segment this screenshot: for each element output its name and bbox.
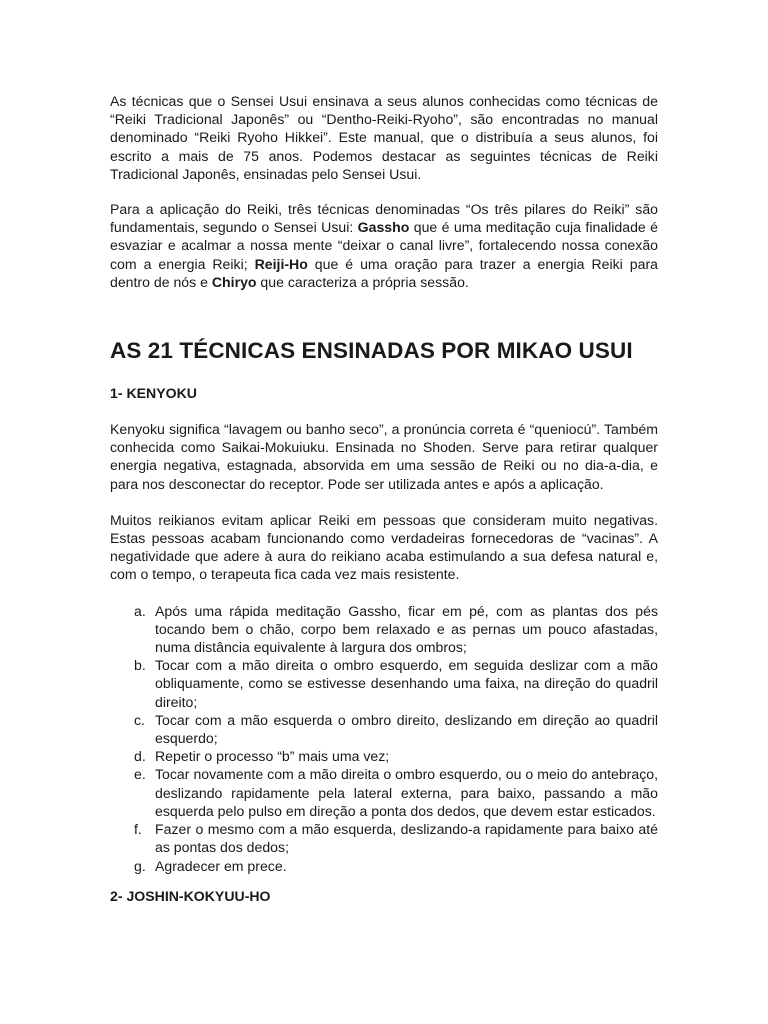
intro-p2-text-2: que é uma meditação cuja finalidade é esvaziar e acalmar a nossa mente “deixar o canal livre”, fortalecendo nossa conexão com a energia Reiki; xyxy=(110,219,658,272)
steps-list xyxy=(110,602,658,875)
list-item-text: Agradecer em prece. xyxy=(155,857,287,874)
list-marker: e. xyxy=(134,766,146,783)
list-marker: a. xyxy=(134,602,146,619)
list-marker: c. xyxy=(134,711,145,728)
list-item-text: Tocar com a mão esquerda o ombro direito, deslizando em direção ao quadril esquerdo; xyxy=(155,711,658,747)
term-gassho: Gassho xyxy=(357,219,410,236)
list-item xyxy=(110,747,658,765)
intro-p2-text-1: Para a aplicação do Reiki, três técnicas denominadas “Os três pilares do Reiki” são fundamentais, segundo o Sensei Usui: xyxy=(110,201,658,236)
list-item-text: Repetir o processo “b” mais uma vez; xyxy=(155,748,390,765)
list-item xyxy=(110,602,658,657)
list-marker: f. xyxy=(134,821,142,838)
list-item-text: Fazer o mesmo com a mão esquerda, deslizando-a rapidamente para baixo até as pontas dos dedos; xyxy=(155,821,658,856)
list-marker: b. xyxy=(134,657,146,674)
intro-paragraph-2 xyxy=(110,200,658,291)
list-item xyxy=(110,765,658,820)
term-chiryo: Chiryo xyxy=(211,273,257,290)
list-marker: d. xyxy=(134,748,146,765)
list-marker: g. xyxy=(134,857,146,874)
section-2-heading: 2- JOSHIN-KOKYUU-HO xyxy=(110,887,271,904)
section-1-paragraph-2: Muitos reikianos evitam aplicar Reiki em pessoas que consideram muito negativas. Estas pessoas acabam funcionando como verdadeiras fornecedoras de “vacinas”. A negatividade que adere à aura do reikiano acaba estimulando a sua defesa natural e, com o tempo, o terapeuta fica cada vez mais resistente. xyxy=(110,511,658,583)
main-heading: AS 21 TÉCNICAS ENSINADAS POR MIKAO USUI xyxy=(110,338,633,364)
intro-p2-text-3: que é uma oração para trazer a energia Reiki para dentro de nós e xyxy=(110,255,658,290)
list-item xyxy=(110,656,658,711)
list-item xyxy=(110,711,658,747)
intro-p2-text-4: que caracteriza a própria sessão. xyxy=(256,273,469,290)
document-page xyxy=(110,92,658,905)
term-reiji-ho: Reiji-Ho xyxy=(254,255,308,272)
intro-paragraph-1: As técnicas que o Sensei Usui ensinava a seus alunos conhecidas como técnicas de “Reiki Tradicional Japonês” ou “Dentho-Reiki-Ryoho”, são encontradas no manual denominado “Reiki Ryoho Hikkei”. Este manual, que o distribuía a seus alunos, foi escrito a mais de 75 anos. Podemos destacar as seguintes técnicas de Reiki Tradicional Japonês, ensinadas pelo Sensei Usui. xyxy=(110,93,658,182)
list-item-text: Tocar novamente com a mão direita o ombro esquerdo, ou o meio do antebraço, deslizando rapidamente pela lateral externa, para baixo, passando a mão esquerda pelo pulso em direção a ponta dos dedos, que devem estar esticados. xyxy=(155,766,658,819)
section-1-paragraph-1: Kenyoku significa “lavagem ou banho seco”, a pronúncia correta é “queniocú”. Também conhecida como Saikai-Mokuiuku. Ensinada no Shoden. Serve para retirar qualquer energia negativa, estagnada, absorvida em uma sessão de Reiki ou no dia-a-dia, e para nos desconectar do receptor. Pode ser utilizada antes e após a aplicação. xyxy=(110,421,658,492)
list-item xyxy=(110,857,658,875)
section-1-heading: 1- KENYOKU xyxy=(110,385,197,402)
list-item-text: Após uma rápida meditação Gassho, ficar em pé, com as plantas dos pés tocando bem o chão, corpo bem relaxado e as pernas um pouco afastadas, numa distância equivalente à largura dos ombros; xyxy=(155,602,658,656)
list-item xyxy=(110,820,658,856)
list-item-text: Tocar com a mão direita o ombro esquerdo, em seguida deslizar com a mão obliquamente, como se estivesse desenhando uma faixa, na direção do quadril direito; xyxy=(155,657,658,710)
